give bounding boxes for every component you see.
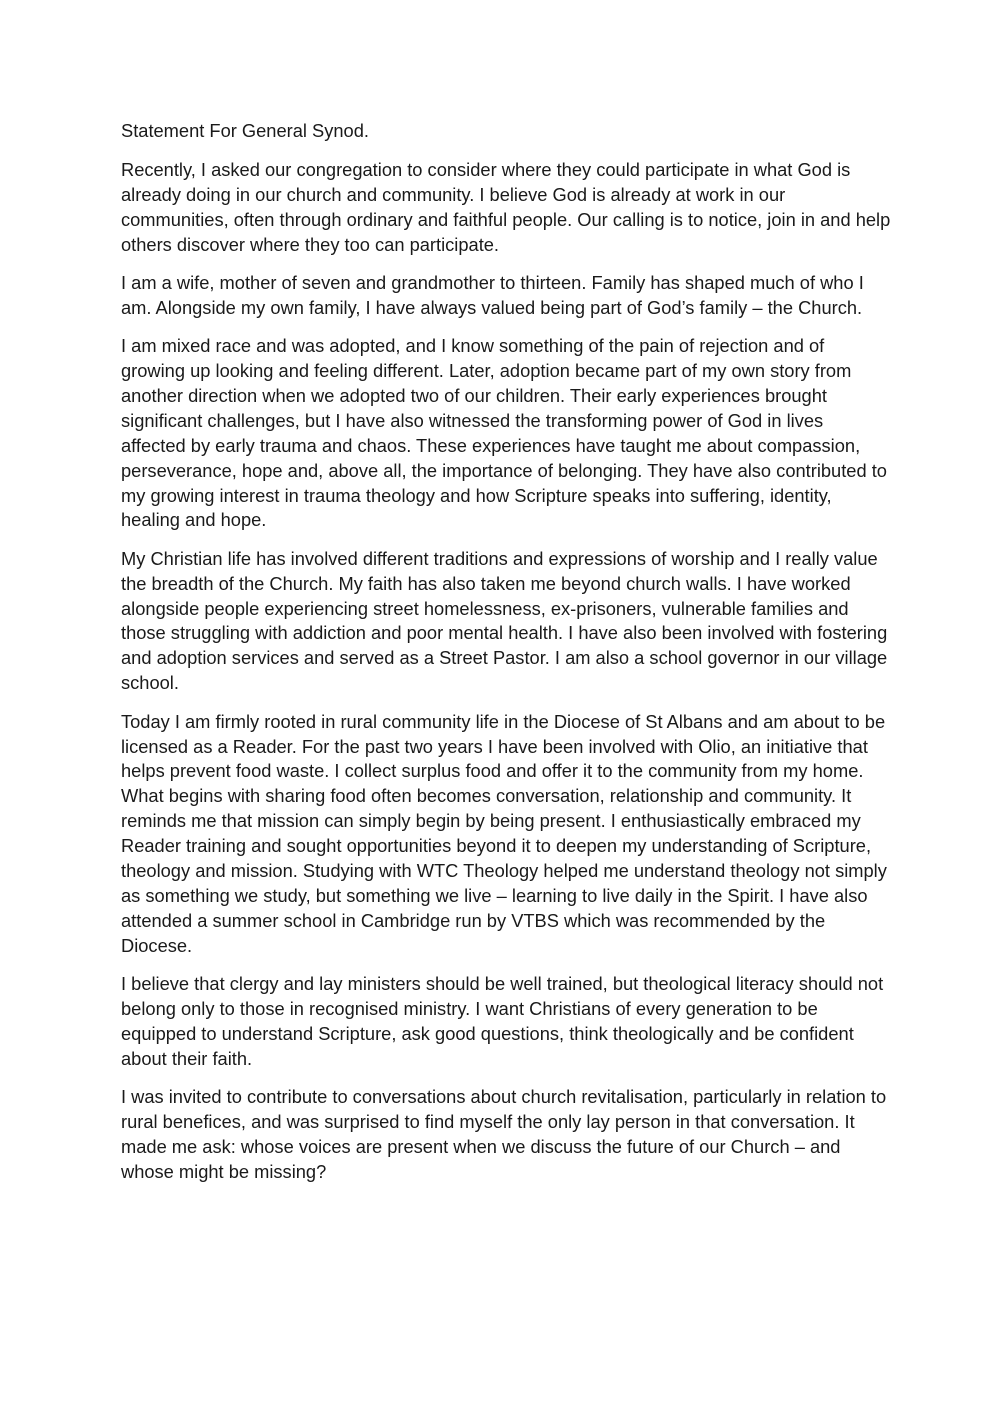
paragraph-church-revitalisation: I was invited to contribute to conversations about church revitalisation, particularly in relation to rural benefices, and was surprised to find myself the only lay person in that conversation. It made me ask: whose voices are present when we discuss the future of our Church – and whose might be missing? — [121, 1086, 887, 1182]
paragraph-calling: Recently, I asked our congregation to consider where they could participate in what God is already doing in our church and community. I believe God is already at work in our communities, often through ordinary and faithful people. Our calling is to notice, join in and help others discover where they too can participate. — [121, 158, 891, 255]
paragraph-theological-literacy: I believe that clergy and lay ministers should be well trained, but theological literacy should not belong only to those in recognised ministry. I want Christians of every generation to be equipped to understand Scripture, ask good questions, think theologically and be confident about their faith. — [121, 973, 884, 1069]
document-title: Statement For General Synod. — [121, 120, 369, 141]
document-page — [121, 119, 891, 1198]
paragraph-rural-community: Today I am firmly rooted in rural community life in the Diocese of St Albans and am about to be licensed as a Reader. For the past two years I have been involved with Olio, an initiative that helps prevent food waste. I collect surplus food and offer it to the community from my home. What begins with sharing food often becomes conversation, relationship and community. It reminds me that mission can simply begin by being present. I enthusiastically embraced my Reader training and sought opportunities beyond it to deepen my understanding of Scripture, theology and mission. Studying with WTC Theology helped me understand theology not simply as something we study, but something we live – learning to live daily in the Spirit. I have also attended a summer school in Cambridge run by VTBS which was recommended by the Diocese. — [121, 710, 887, 956]
paragraph-adoption: I am mixed race and was adopted, and I know something of the pain of rejection and of growing up looking and feeling different. Later, adoption became part of my own story from another direction when we adopted two of our children. Their early experiences brought significant challenges, but I have also witnessed the transforming power of God in lives affected by early trauma and chaos. These experiences have taught me about compassion, perseverance, hope and, above all, the importance of belonging. They have also contributed to my growing interest in trauma theology and how Scripture speaks into suffering, identity, healing and hope. — [121, 335, 887, 531]
paragraph-family: I am a wife, mother of seven and grandmother to thirteen. Family has shaped much of who I am. Alongside my own family, I have always valued being part of God’s family – the Church. — [121, 271, 864, 318]
paragraph-christian-life: My Christian life has involved different traditions and expressions of worship and I really value the breadth of the Church. My faith has also taken me beyond church walls. I have worked alongside people experiencing street homelessness, ex-prisoners, vulnerable families and those struggling with addiction and poor mental health. I have also been involved with fostering and adoption services and served as a Street Pastor. I am also a school governor in our village school. — [121, 547, 888, 694]
